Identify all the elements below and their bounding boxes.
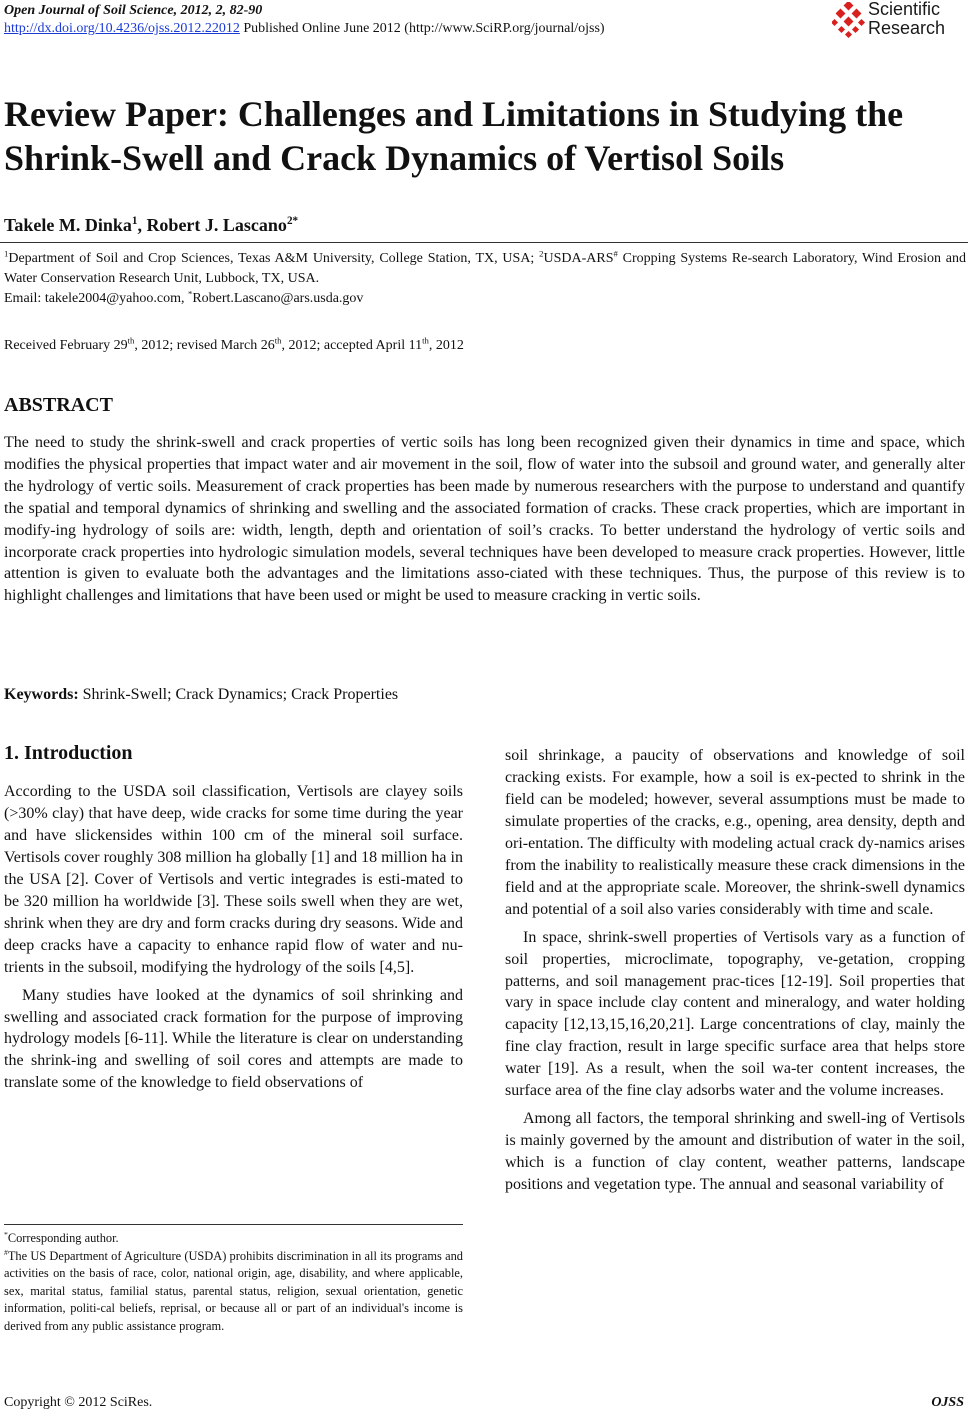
published-info: Published Online June 2012 (http://www.SciRP.org/journal/ojss) <box>239 21 605 36</box>
intro-paragraph-4: In space, shrink-swell properties of Vertisols vary as a function of soil properties, microclimate, topography, ve-getation, cropping patterns, and soil management prac-tices [12-19]. Soil properties that vary in space include clay content and mineralogy, and water holding capacity [12,13,15,16,20,21]. Large concentrations of clay, mainly the fine clay fraction, result in large specific surface area that helps store water [19]. As a result, when the soil wa-ter content increases, the surface area of the fine clay adsorbs water and the volume increases. <box>505 928 965 1100</box>
section-heading-introduction: 1. Introduction <box>4 742 133 764</box>
author-1: Takele M. Dinka <box>4 215 132 235</box>
author-2-affil: 2* <box>286 215 299 227</box>
logo-line-1: Scientific <box>868 0 941 19</box>
author-2: Robert J. Lascano <box>146 215 287 235</box>
footnote-usda <box>4 1248 463 1336</box>
abstract-body: The need to study the shrink-swell and crack properties of vertic soils has long been recognized given their dynamics in time and space, which modifies the physical properties that impact water and air movement in the soil, flow of water into the subsoil and ground water, and generally alter the hydrology of vertic soils. Measurement of crack properties has been made by numerous researchers with the purpose to understand and quantify the spatial and temporal dynamics of shrinking and swelling and the associated formation of cracks. These crack properties, which are important in modify-ing hydrology of soils are: width, length, depth and orientation of soil’s cracks. To better understand the hydrology of vertic soils and incorporate crack properties into hydrologic simulation models, several techniques have been developed to measure crack properties. However, little attention is given to evaluate both the advantages and the limitations asso-ciated with these techniques. Thus, the purpose of this review is to highlight challenges and limitations that have been used or might be used to measure cracking in vertic soils. <box>4 434 965 605</box>
publisher-logo <box>832 0 962 42</box>
keywords-list: Shrink-Swell; Crack Dynamics; Crack Properties <box>78 686 399 703</box>
email-line: Email: takele2004@yahoo.com, <box>4 291 188 306</box>
keywords-label: Keywords: <box>4 686 79 703</box>
footnote-corr-text: Corresponding author. <box>7 1231 119 1245</box>
journal-abbreviation: OJSS <box>931 1395 964 1410</box>
right-column <box>505 745 965 1196</box>
intro-paragraph-3: soil shrinkage, a paucity of observations and knowledge of soil cracking exists. For example, how a soil is ex-pected to shrink in the field can be modeled; however, several assumptions must be made to simulate properties of the cracks, e.g., opening, area density, depth and ori-entation. The difficulty with modeling actual crack dy-namics arises from the inability to realistically measure these crack dimensions in the field and at the appropriate scale. Moreover, the shrink-swell dynamics and potential of a soil also varies considerably with time and scale. <box>505 747 965 918</box>
revised-text: , 2012; revised March 26 <box>134 338 275 353</box>
author-separator: , <box>137 215 147 235</box>
received-dates <box>4 335 464 354</box>
email-mark: * <box>187 288 193 299</box>
intro-paragraph-2: Many studies have looked at the dynamics of soil shrinking and swelling and associated crack formation for the purpose of improving hydrology models [6-11]. While the literature is clear on understanding the shrink-ing and swelling of soil cores and attempts are made to translate some of the knowledge to field observations of <box>4 986 463 1092</box>
affil-2a: USDA-ARS <box>543 251 614 266</box>
affil-1: Department of Soil and Crop Sciences, Texas A&M University, College Station, TX, USA; <box>8 251 540 266</box>
received-sup: th <box>127 335 135 346</box>
journal-name: Open Journal of Soil Science <box>4 3 174 18</box>
logo-wordmark <box>868 0 945 38</box>
intro-paragraph-1: According to the USDA soil classification, Vertisols are clayey soils (>30% clay) that have deep, wide cracks for some time during the year and have slickensides within 100 cm of the mineral soil surface. Vertisols cover roughly 308 million ha globally [1] and 18 million ha in the USA [2]. Cover of Vertisols and vertic integrades is esti-mated to be 320 million ha worldwide [3]. These soils swell when they are wet, shrink when they are dry and form cracks during dry seasons. Wide and deep cracks have a capacity to enhance rapid flow of water and nu-trients in the subsoil, modifying the hydrology of the soils [4,5]. <box>4 783 463 976</box>
scientific-research-logo-icon <box>832 2 866 38</box>
footnote-usda-text: The US Department of Agriculture (USDA) prohibits discrimination in all its programs and activities on the basis of race, color, national origin, age, disability, and where applicable, sex, marital status, familial status, parental status, religion, sexual orientation, genetic information, politi-cal beliefs, reprisal, or because all or part of an individual's income is derived from any public assistance program. <box>4 1248 463 1333</box>
accepted-text: , 2012; accepted April 11 <box>281 338 423 353</box>
intro-paragraph-5: Among all factors, the temporal shrinking and swell-ing of Vertisols is mainly governed by the amount and distribution of water in the soil, which is a function of clay content, weather patterns, landscape positions and vegetation type. The annual and seasonal variability of <box>505 1110 965 1194</box>
footnote-divider <box>4 1224 463 1225</box>
left-column <box>4 781 463 1094</box>
author-list <box>4 215 298 236</box>
affil-2-mark: 2 <box>539 248 544 259</box>
footnote-corresponding <box>4 1230 463 1248</box>
affiliations <box>4 249 966 309</box>
doi-line <box>4 20 605 38</box>
accepted-sup: th <box>422 335 429 346</box>
affil-2b: Cropping Systems Re-search Laboratory, Wind Erosion and Water Conservation Research Unit, Lubbock, TX, USA. <box>4 251 966 286</box>
footnote-corr-mark: * <box>4 1229 8 1239</box>
affil-hash-mark: # <box>613 248 618 259</box>
received-text: Received February 29 <box>4 338 128 353</box>
corresponding-email[interactable]: Robert.Lascano@ars.usda.gov <box>192 291 364 306</box>
footnote-usda-mark: # <box>4 1247 8 1257</box>
journal-issue: , 2012, 2, 82-90 <box>173 3 263 18</box>
paper-title: Review Paper: Challenges and Limitations in Studying the Shrink-Swell and Crack Dynamics of Vertisol Soils <box>4 94 904 178</box>
author-1-affil: 1 <box>131 215 138 227</box>
logo-line-2: Research <box>868 18 946 38</box>
affil-1-mark: 1 <box>4 248 9 259</box>
keywords <box>4 686 398 704</box>
doi-link[interactable]: http://dx.doi.org/10.4236/ojss.2012.22012 <box>4 21 240 36</box>
revised-sup: th <box>274 335 282 346</box>
journal-citation <box>4 2 262 20</box>
accepted-year: , 2012 <box>428 338 464 353</box>
footnotes <box>4 1230 463 1335</box>
copyright-footer: Copyright © 2012 SciRes. <box>4 1395 153 1410</box>
abstract-heading: ABSTRACT <box>4 394 113 416</box>
header-divider <box>0 242 968 243</box>
